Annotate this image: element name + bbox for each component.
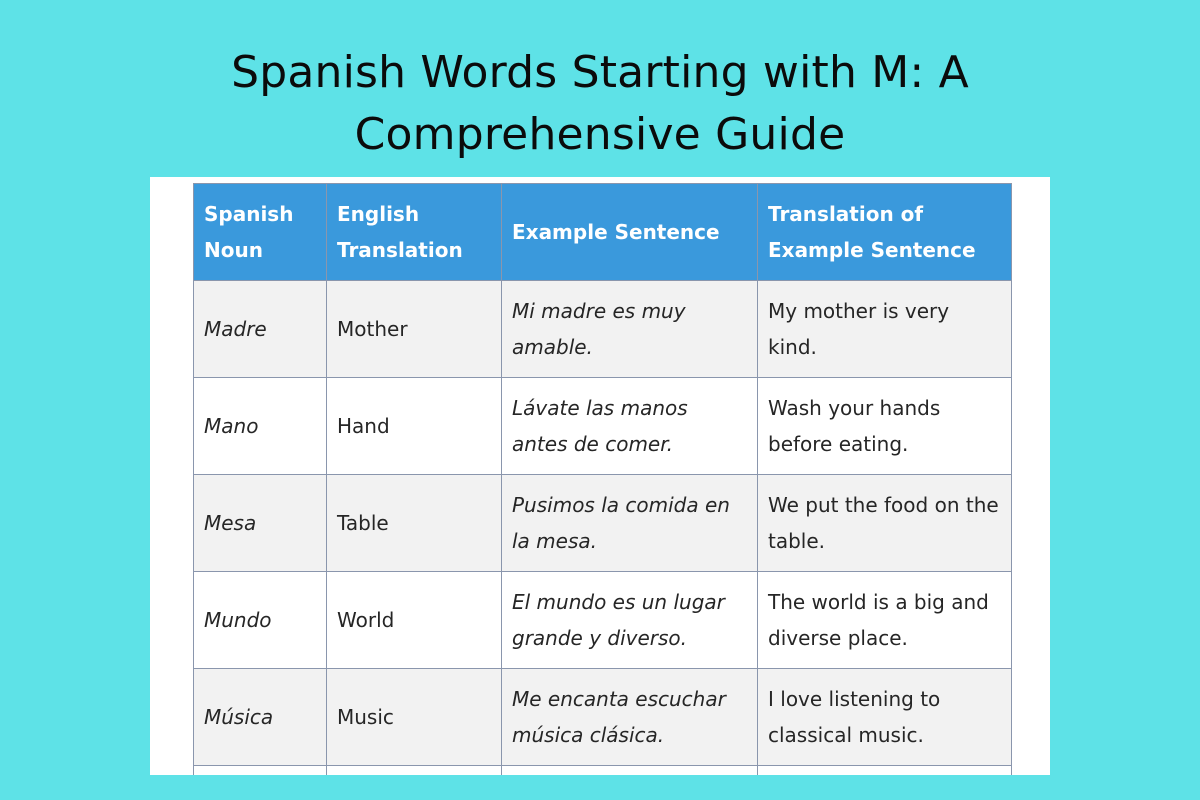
header-example-translation: Translation of Example Sentence: [758, 184, 1012, 281]
cell-example-translation: My mother is very kind.: [758, 281, 1012, 378]
cell-empty: [758, 766, 1012, 776]
table-row-cut-off: [194, 766, 1012, 776]
cell-english-translation: Table: [327, 475, 502, 572]
cell-example-sentence: Pusimos la comida en la mesa.: [502, 475, 758, 572]
table-header-row: [194, 184, 1012, 281]
cell-spanish-noun: Madre: [194, 281, 327, 378]
cell-example-translation: I love listening to classical music.: [758, 669, 1012, 766]
cell-empty: [327, 766, 502, 776]
cell-example-sentence: Lávate las manos antes de comer.: [502, 378, 758, 475]
cell-english-translation: Hand: [327, 378, 502, 475]
cell-empty: [502, 766, 758, 776]
table-row: [194, 281, 1012, 378]
table-row: [194, 475, 1012, 572]
page-title: [0, 42, 1200, 166]
content-card: [150, 177, 1050, 775]
vocabulary-table: [193, 183, 1012, 775]
cell-english-translation: Music: [327, 669, 502, 766]
cell-empty: [194, 766, 327, 776]
header-english-translation: English Translation: [327, 184, 502, 281]
table-row: [194, 669, 1012, 766]
cell-example-translation: We put the food on the table.: [758, 475, 1012, 572]
header-spanish-noun: Spanish Noun: [194, 184, 327, 281]
table-body: [194, 281, 1012, 776]
page-title-line-1: Spanish Words Starting with M: A: [231, 47, 969, 98]
table-header: [194, 184, 1012, 281]
cell-spanish-noun: Mundo: [194, 572, 327, 669]
cell-example-sentence: El mundo es un lugar grande y diverso.: [502, 572, 758, 669]
header-example-sentence: Example Sentence: [502, 184, 758, 281]
table-row: [194, 572, 1012, 669]
cell-english-translation: Mother: [327, 281, 502, 378]
cell-english-translation: World: [327, 572, 502, 669]
cell-spanish-noun: Mano: [194, 378, 327, 475]
cell-spanish-noun: Mesa: [194, 475, 327, 572]
cell-example-sentence: Me encanta escuchar música clásica.: [502, 669, 758, 766]
cell-example-sentence: Mi madre es muy amable.: [502, 281, 758, 378]
table-row: [194, 378, 1012, 475]
cell-example-translation: The world is a big and diverse place.: [758, 572, 1012, 669]
cell-spanish-noun: Música: [194, 669, 327, 766]
cell-example-translation: Wash your hands before eating.: [758, 378, 1012, 475]
page-title-line-2: Comprehensive Guide: [354, 109, 846, 160]
